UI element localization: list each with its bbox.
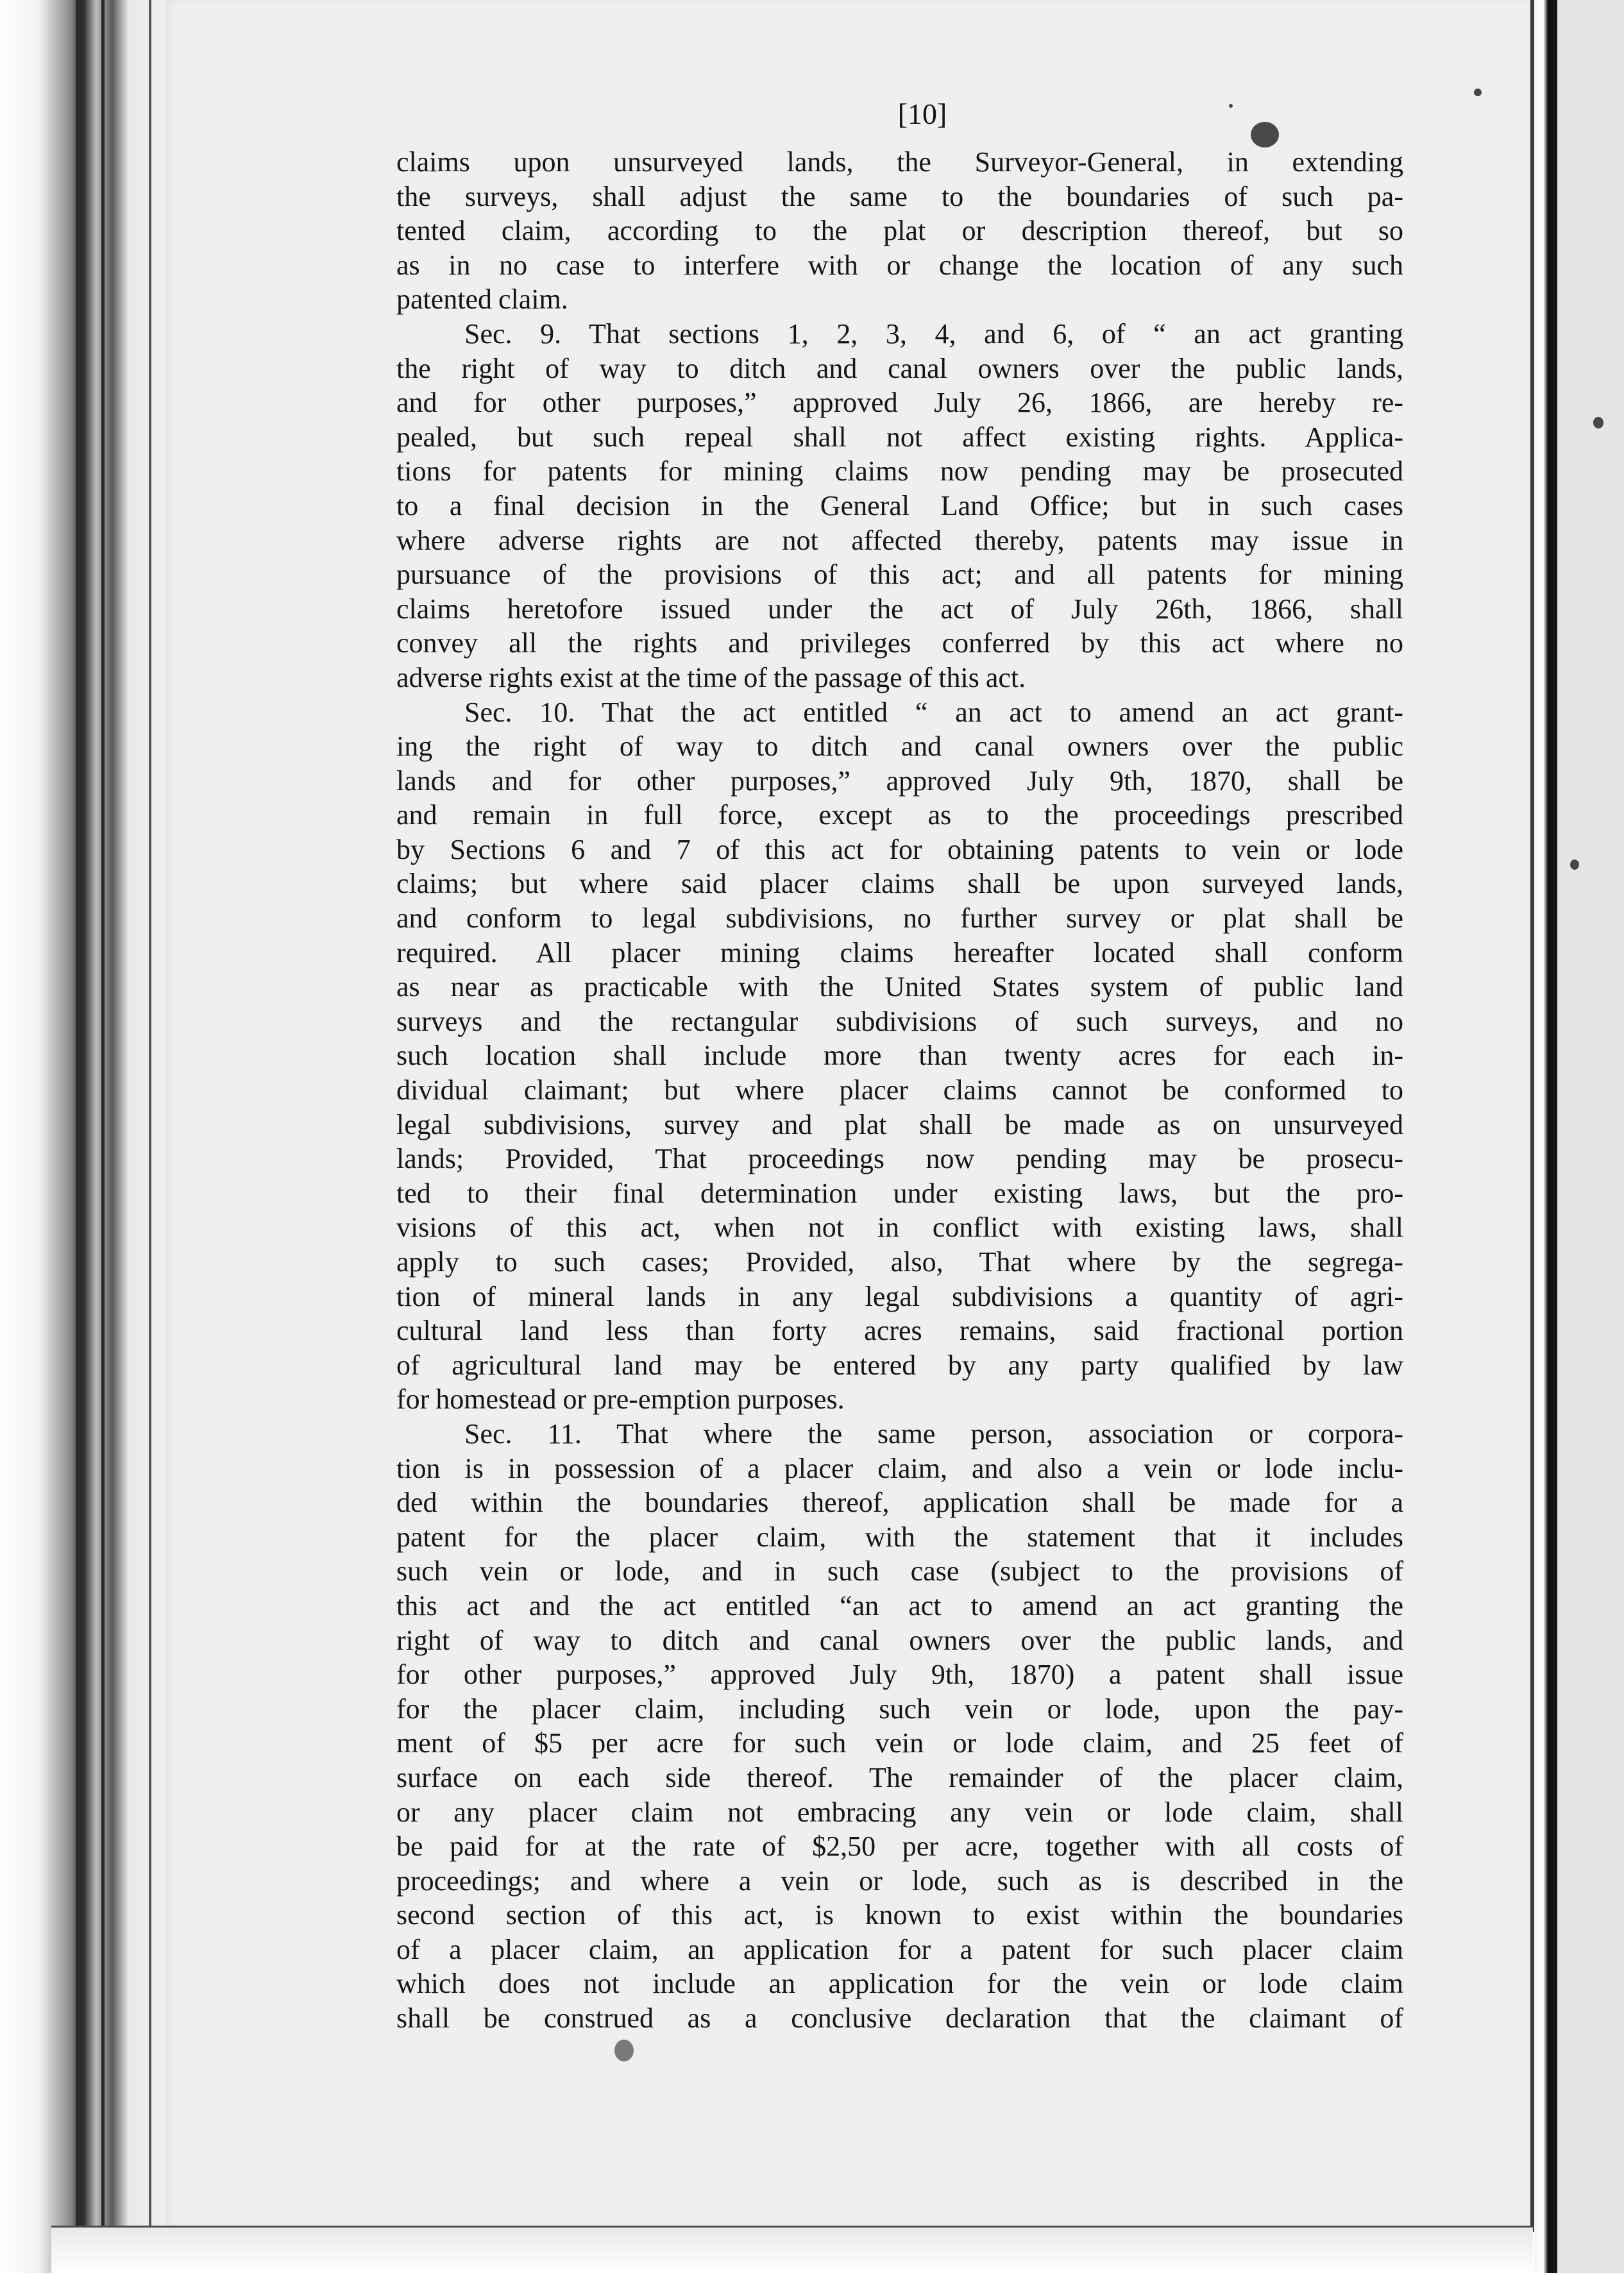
text-line: adverse rights exist at the time of the passage of this act.	[396, 661, 1026, 693]
text-line: patent for the placer claim, with the statement that it includes	[396, 1521, 1403, 1553]
text-line: tion of mineral lands in any legal subdivisions a quantity of agri-	[396, 1280, 1403, 1312]
document-text-block	[396, 83, 1403, 2036]
text-lines	[396, 145, 1403, 2036]
text-line: this act and the act entitled “an act to amend an act granting the	[396, 1589, 1403, 1621]
text-line: cultural land less than forty acres remains, said fractional portion	[396, 1315, 1403, 1347]
ink-blot	[1474, 89, 1482, 96]
text-line: the surveys, shall adjust the same to the boundaries of such pa-	[396, 180, 1403, 212]
text-line: dividual claimant; but where placer claims cannot be conformed to	[396, 1074, 1403, 1106]
text-line: claims upon unsurveyed lands, the Surveyor-General, in extending	[396, 146, 1403, 178]
text-line: lands and for other purposes,” approved July 9th, 1870, shall be	[396, 765, 1403, 797]
text-line: surveys and the rectangular subdivisions of such surveys, and no	[396, 1005, 1403, 1037]
text-line: apply to such cases; Provided, also, That where by the segrega-	[396, 1246, 1403, 1278]
text-line: for homestead or pre-emption purposes.	[396, 1383, 845, 1416]
spine-shadow-line	[76, 0, 82, 2226]
text-line: such vein or lode, and in such case (subject to the provisions of	[396, 1555, 1403, 1587]
text-line: and remain in full force, except as to the proceedings prescribed	[396, 799, 1403, 831]
text-line: or any placer claim not embracing any vein or lode claim, shall	[396, 1796, 1403, 1828]
text-line: of a placer claim, an application for a patent for such placer claim	[396, 1933, 1403, 1965]
text-line: be paid for at the rate of $2,50 per acre, together with all costs of	[396, 1831, 1403, 1863]
text-line: as near as practicable with the United States system of public land	[396, 971, 1403, 1003]
text-line: which does not include an application for the vein or lode claim	[396, 1968, 1403, 2000]
ink-blot	[1570, 859, 1579, 870]
text-line: as in no case to interfere with or change the location of any such	[396, 249, 1403, 281]
scan-right-gutter	[1534, 0, 1557, 2273]
ink-blot	[1593, 417, 1603, 428]
text-line: the right of way to ditch and canal owners over the public lands,	[396, 352, 1403, 384]
text-line: by Sections 6 and 7 of this act for obtaining patents to vein or lode	[396, 833, 1403, 865]
text-line: pealed, but such repeal shall not affect existing rights. Applica-	[396, 421, 1403, 453]
scan-facing-page	[1557, 0, 1624, 2273]
spine-shadow-line	[101, 0, 105, 2226]
text-line: to a final decision in the General Land Office; but in such cases	[396, 489, 1403, 521]
text-line: Sec. 11. That where the same person, association or corpora-	[464, 1417, 1403, 1450]
text-line: convey all the rights and privileges conferred by this act where no	[396, 627, 1403, 659]
scan-left-edge	[0, 0, 167, 2273]
text-line: proceedings; and where a vein or lode, such as is described in the	[396, 1865, 1403, 1897]
text-line: where adverse rights are not affected thereby, patents may issue in	[396, 524, 1403, 556]
text-line: tented claim, according to the plat or description thereof, but so	[396, 215, 1403, 247]
text-line: for the placer claim, including such vein or lode, upon the pay-	[396, 1693, 1403, 1725]
text-line: shall be construed as a conclusive declaration that the claimant of	[396, 2002, 1403, 2034]
text-line: and for other purposes,” approved July 26, 1866, are hereby re-	[396, 387, 1403, 419]
text-line: second section of this act, is known to exist within the boundaries	[396, 1899, 1403, 1931]
text-line: claims; but where said placer claims shall be upon surveyed lands,	[396, 868, 1403, 900]
text-line: patented claim.	[396, 283, 568, 316]
text-line: ing the right of way to ditch and canal owners over the public	[396, 731, 1403, 763]
text-line: surface on each side thereof. The remainder of the placer claim,	[396, 1761, 1403, 1793]
spine-shadow-line	[149, 0, 151, 2226]
text-line: lands; Provided, That proceedings now pending may be prosecu-	[396, 1143, 1403, 1175]
text-line: for other purposes,” approved July 9th, 1870) a patent shall issue	[396, 1659, 1403, 1691]
text-line: claims heretofore issued under the act of July 26th, 1866, shall	[396, 593, 1403, 625]
text-line: of agricultural land may be entered by any party qualified by law	[396, 1349, 1403, 1381]
page-number: [10]	[897, 97, 947, 130]
text-line: ted to their final determination under existing laws, but the pro-	[396, 1177, 1403, 1209]
text-line: ded within the boundaries thereof, application shall be made for a	[396, 1487, 1403, 1519]
text-line: tion is in possession of a placer claim, and also a vein or lode inclu-	[396, 1452, 1403, 1484]
text-line: pursuance of the provisions of this act; and all patents for mining	[396, 559, 1403, 591]
ink-blot	[614, 2040, 634, 2061]
text-line: visions of this act, when not in conflict with existing laws, shall	[396, 1212, 1403, 1244]
text-line: legal subdivisions, survey and plat shall be made as on unsurveyed	[396, 1108, 1403, 1140]
text-line: such location shall include more than twenty acres for each in-	[396, 1040, 1403, 1072]
text-line: right of way to ditch and canal owners over the public lands, and	[396, 1624, 1403, 1656]
text-line: tions for patents for mining claims now pending may be prosecuted	[396, 455, 1403, 487]
text-line: required. All placer mining claims hereafter located shall conform	[396, 936, 1403, 968]
text-line: Sec. 10. That the act entitled “ an act to amend an act grant-	[464, 696, 1403, 728]
text-line: Sec. 9. That sections 1, 2, 3, 4, and 6, of “ an act granting	[464, 317, 1403, 350]
text-line: and conform to legal subdivisions, no further survey or plat shall be	[396, 902, 1403, 935]
scan-bottom-edge	[51, 2226, 1533, 2275]
text-line: ment of $5 per acre for such vein or lode claim, and 25 feet of	[396, 1727, 1403, 1759]
